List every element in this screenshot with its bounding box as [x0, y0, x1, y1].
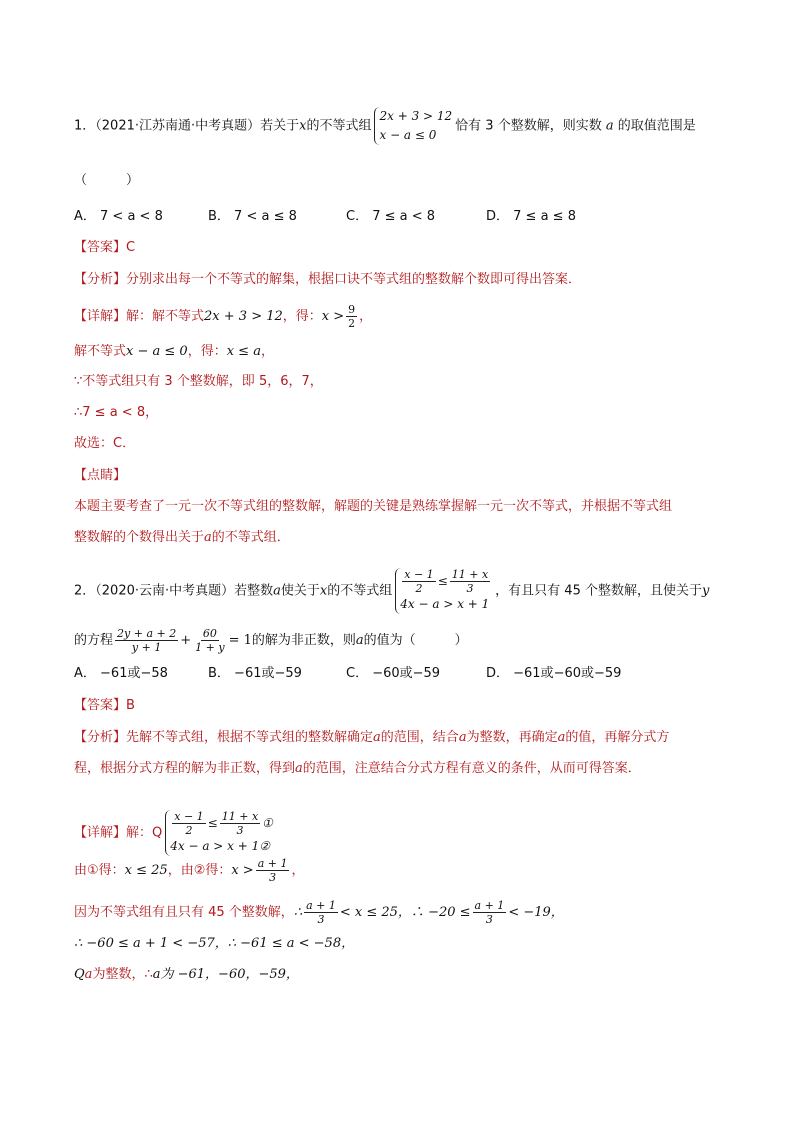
fraction	[220, 810, 260, 837]
var-x: x	[319, 583, 328, 599]
q2-detail-line4: ∴ −60 ≤ a + 1 < −57，∴ −61 ≤ a < −58，	[74, 936, 355, 951]
q1-option-d: D． 7 ≤ a ≤ 8	[486, 209, 576, 224]
q2-text: ，有且只有 45 个整数解，且使关于	[495, 583, 702, 599]
inequality-2: x − a ≤ 0	[379, 128, 437, 142]
q1-comment-line2	[74, 529, 290, 547]
analysis-text: 程，根据分式方程的解为非正数，得到	[74, 761, 296, 776]
detail-text: 由①得：	[74, 863, 125, 878]
var-a: a	[84, 967, 93, 982]
detail-text: 因为不等式组有且只有 45 个整数解，	[74, 905, 294, 920]
q1-text: 的取值范围是	[617, 118, 696, 134]
q2-text: 的不等式组	[327, 583, 393, 599]
q1-inequality-system	[374, 107, 452, 145]
fraction	[256, 857, 290, 884]
q2-answer	[74, 697, 135, 715]
numerator: a + 1	[474, 899, 505, 912]
circled-1: ①	[262, 816, 273, 830]
q2-inequality-system	[395, 568, 492, 614]
inequality-2: 4x − a > x + 1	[170, 839, 260, 853]
fraction	[172, 810, 205, 837]
math-expr: x ≤ 25	[124, 863, 168, 878]
inequality-2: 4x − a > x + 1	[400, 597, 490, 611]
q1-text: 的不等式组	[306, 118, 372, 134]
analysis-text: 先解不等式组，根据不等式组的整数解确定	[126, 730, 374, 745]
detail-text: ，由②得：	[167, 863, 232, 878]
math-expr: x ≤ a	[226, 344, 261, 359]
denominator: 3	[485, 913, 493, 926]
numerator: 9	[348, 303, 356, 316]
q2-detail-line5	[74, 966, 299, 984]
q1-detail-line4: ∴7 ≤ a < 8，	[74, 405, 159, 420]
answer-value: B	[126, 698, 135, 713]
q2-option-c: C． −60或−59	[346, 666, 441, 681]
comment-text: 整数解的个数得出关于	[74, 530, 205, 545]
numerator: x − 1	[404, 568, 434, 581]
q1-option-b: B． 7 < a ≤ 8	[208, 209, 297, 224]
q2-detail-line2	[74, 857, 305, 884]
q2-detail-line1	[74, 810, 276, 856]
math-expr: < x ≤ 25，∴ −20 ≤	[339, 905, 471, 920]
detail-tag: 【详解】	[74, 309, 127, 324]
math-expr: < −19，	[508, 905, 564, 920]
math-expr: x >	[321, 309, 345, 324]
q1-option-a: A． 7 < a < 8	[74, 209, 163, 224]
fraction	[450, 568, 490, 595]
q2-text: 的解为非正数，则	[251, 633, 356, 648]
denominator: 2	[185, 824, 193, 837]
numerator: 11 + x	[451, 568, 489, 581]
detail-text: 解：Q	[126, 825, 163, 841]
numerator: 2y + a + 2	[117, 627, 177, 640]
q1-comment-line1: 本题主要考查了一元一次不等式组的整数解，解题的关键是熟练掌握解一元一次不等式，并根据不等式组	[74, 499, 673, 514]
q1-source: 1．（2021·江苏南通·中考真题）若关于	[74, 118, 300, 134]
fraction	[304, 899, 338, 926]
numerator: a + 1	[257, 857, 288, 870]
analysis-text: 的值，再解分式方	[565, 730, 670, 745]
q2-option-d: D． −61或−60或−59	[486, 666, 622, 681]
fraction	[115, 627, 178, 654]
q1-detail-line3: ∵不等式组只有 3 个整数解，即 5，6，7，	[74, 374, 323, 389]
analysis-tag: 【分析】	[74, 730, 127, 745]
q1-analysis	[74, 271, 581, 289]
answer-tag: 【答案】	[74, 240, 127, 255]
q1-answer-blank: （ ）	[74, 173, 140, 188]
math-op: Q	[74, 967, 85, 982]
detail-text: 解不等式	[74, 344, 127, 359]
denominator: 3	[236, 824, 244, 837]
detail-text: ，	[291, 863, 305, 878]
math-op: +	[180, 633, 192, 648]
detail-text: 为整数，∴	[92, 967, 153, 982]
detail-text: ，得：	[187, 344, 227, 359]
fraction	[402, 568, 435, 595]
denominator: 3	[466, 582, 474, 595]
detail-text: ，	[359, 309, 373, 324]
math-expr: 为 −61，−60，−59，	[160, 967, 299, 982]
math-expr: 2x + 3 > 12	[204, 309, 283, 324]
inequality-1: 2x + 3 > 12	[379, 109, 453, 123]
var-y: y	[701, 583, 710, 599]
detail-text: 解：解不等式	[126, 309, 205, 324]
var-a: a	[557, 730, 566, 745]
q2-analysis-line2	[74, 760, 641, 778]
q2-analysis-line1	[74, 729, 669, 747]
numerator: a + 1	[306, 899, 336, 912]
q2-stem-line2	[74, 627, 468, 654]
analysis-text: 为整数，再确定	[466, 730, 558, 745]
numerator: 60	[202, 627, 217, 640]
fraction	[193, 627, 226, 654]
math-op: ≤	[437, 574, 448, 588]
var-a: a	[605, 118, 614, 134]
fraction	[473, 899, 507, 926]
math-op: = 1	[228, 633, 252, 648]
q2-text: 的方程	[74, 633, 114, 648]
var-a: a	[295, 761, 303, 776]
var-a: a	[458, 730, 467, 745]
denominator: 2	[415, 582, 423, 595]
q1-detail-line1	[74, 303, 372, 330]
denominator: 2	[348, 317, 356, 330]
q2-text: 的值为（ ）	[363, 633, 468, 648]
math-expr: x >	[231, 863, 254, 878]
circled-2: ②	[259, 839, 271, 853]
detail-text: ，	[260, 344, 274, 359]
q2-option-b: B． −61或−59	[208, 666, 302, 681]
fraction-9-2	[346, 303, 357, 330]
q1-comment-tag: 【点睛】	[74, 468, 127, 483]
denominator: 3	[269, 871, 277, 884]
q2-detail-system: $\frac{x - 1}{2}$ ≤ $\frac{11 + x}{3}$ ① 4x − a > x + 1②	[165, 810, 273, 856]
q1-text: 恰有 3 个整数解，则实数	[455, 118, 602, 134]
comment-text: 的不等式组．	[211, 530, 290, 545]
math-expr: x − a ≤ 0	[126, 344, 188, 359]
q1-stem	[74, 107, 696, 145]
q2-source: 2．（2020·云南·中考真题）若整数	[74, 583, 274, 599]
answer-value: C	[126, 240, 136, 255]
analysis-text: 的范围，注意结合分式方程有意义的条件，从而可得答案．	[302, 761, 641, 776]
analysis-text: 分别求出每一个不等式的解集，根据口诀不等式组的整数解个数即可得出答案．	[126, 272, 582, 287]
q1-detail-line2	[74, 343, 274, 361]
detail-tag: 【详解】	[74, 825, 127, 841]
var-a: a	[373, 730, 381, 745]
var-a: a	[273, 583, 281, 599]
denominator: y + 1	[131, 641, 162, 654]
denominator: 1 + y	[195, 641, 225, 654]
numerator: x − 1	[174, 810, 204, 823]
answer-tag: 【答案】	[74, 698, 127, 713]
numerator: 11 + x	[221, 810, 259, 823]
q1-detail-line5: 故选：C．	[74, 436, 136, 451]
q1-option-c: C． 7 ≤ a < 8	[346, 209, 436, 224]
q2-stem-line1	[74, 568, 709, 614]
math-op: ∴	[293, 905, 303, 920]
var-a: a	[355, 633, 364, 648]
q2-text: 使关于	[280, 583, 320, 599]
q1-answer	[74, 239, 135, 257]
analysis-text: 的范围，结合	[380, 730, 459, 745]
analysis-tag: 【分析】	[74, 272, 127, 287]
var-a: a	[152, 967, 161, 982]
q2-option-a: A． −61或−58	[74, 666, 168, 681]
var-x: x	[299, 118, 307, 134]
detail-text: ，得：	[282, 309, 322, 324]
var-a: a	[204, 530, 212, 545]
denominator: 3	[317, 913, 325, 926]
q2-detail-line3	[74, 899, 564, 926]
